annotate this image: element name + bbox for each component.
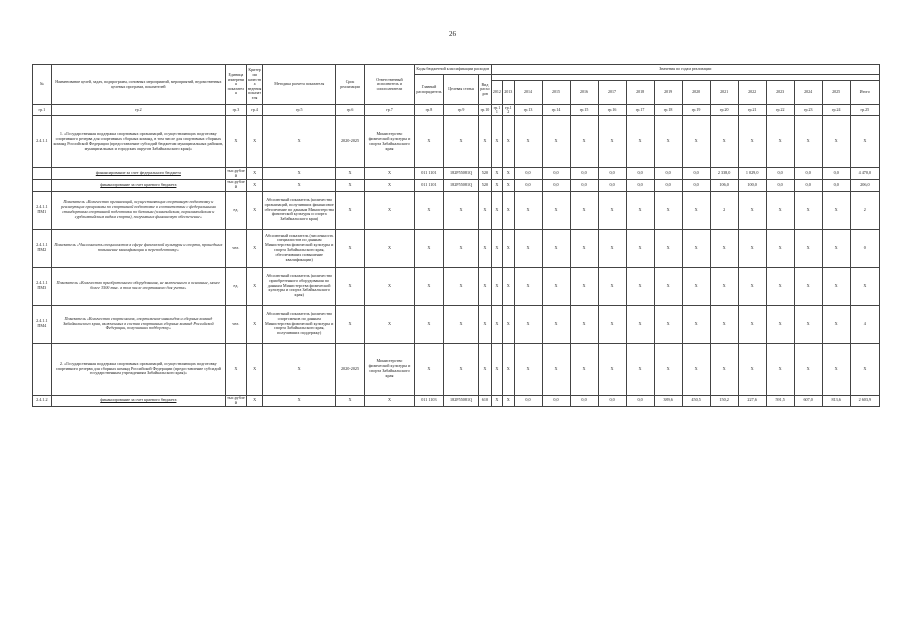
row-year-value: 0,0 [766,179,794,191]
row-year-value: Х [491,229,502,267]
row-main-manager: 011 1101 [414,168,443,180]
row-year-value: Х [710,343,738,395]
row-year-value: Х [491,116,502,168]
row-year-value: Х [738,267,766,305]
row-expense-type: Х [479,305,491,343]
table-row [33,395,880,407]
header-year-2025: 2025 [822,81,850,105]
row-year-value: Х [503,267,514,305]
row-year-value: Х [654,267,682,305]
column-number: гр.7 [365,105,415,116]
table-row [33,343,880,395]
column-number: гр.19 [682,105,710,116]
row-year-value: 607,0 [794,395,822,407]
row-year-value: 0,0 [570,179,598,191]
row-total: Х [850,116,879,168]
row-name: 2. «Государственная поддержка спортивных организаций, осуществляющих подготовку спортивного резерва для сборных команд Российской Федерации (предоставление субсидий государственным учреждениям Забайкальского края)» [51,343,225,395]
row-method: Х [263,395,336,407]
row-year-value: Х [598,343,626,395]
row-term: 2020-2025 [336,116,365,168]
row-year-value: Х [682,267,710,305]
row-number: 2.4.1.1 ПМ3 [33,267,52,305]
row-responsible: Х [365,267,415,305]
row-year-value: 0,0 [598,395,626,407]
table-row [33,191,880,229]
header-year-2024: 2024 [794,81,822,105]
row-year-value: Х [766,229,794,267]
row-name: финансирование за счет федерального бюджета [51,168,225,180]
row-year-value: Х [514,116,542,168]
row-year-value: Х [822,191,850,229]
column-number: гр.17 [626,105,654,116]
column-number: гр.20 [710,105,738,116]
row-main-manager: Х [414,305,443,343]
row-year-value: Х [491,395,502,407]
row-year-value: Х [503,168,514,180]
row-year-value: Х [626,305,654,343]
row-total: Х [850,343,879,395]
row-unit: Х [226,343,247,395]
row-name: Показатель «Количество организаций, осуществляющих спортивную подготовку и реализующих программы по спортивной подготовке в соответствии с федеральными стандартами спортивной подготовки по базовым (олимпийским, паралимпийским и сурдлимпийским видам спорта), получивших финансовую обеспечение» [51,191,225,229]
row-criteria: Х [246,179,263,191]
row-responsible: Министерство физической культуры и спорта Забайкальского края [365,116,415,168]
row-term: 2020-2025 [336,343,365,395]
row-unit: Х [226,116,247,168]
header-year-2018: 2018 [626,81,654,105]
row-method: Х [263,168,336,180]
row-total: Х [850,267,879,305]
row-year-value: Х [766,305,794,343]
row-method: Абсолютный показатель (количество приобретенного оборудования по данным Министерства физической культуры и спорта Забайкальского края) [263,267,336,305]
table-body [33,116,880,407]
row-criteria: Х [246,267,263,305]
row-term: Х [336,191,365,229]
column-number: гр.2 [51,105,225,116]
row-year-value: Х [626,116,654,168]
row-term: Х [336,168,365,180]
row-year-value: 591,5 [766,395,794,407]
row-year-value: Х [794,267,822,305]
row-name: Показатель «Численность специалистов в сфере физической культуры и спорта, прошедших повышение квалификации и переподготовку» [51,229,225,267]
row-year-value: Х [626,229,654,267]
header-responsible: Ответственный исполнитель и соисполнители [365,65,415,105]
row-year-value: Х [766,116,794,168]
row-year-value: 0,0 [626,395,654,407]
row-year-value: Х [503,343,514,395]
row-year-value: 150,2 [710,395,738,407]
row-year-value: Х [570,116,598,168]
row-year-value: Х [491,179,502,191]
program-table [32,64,880,407]
column-number: гр.12 [503,105,514,116]
row-year-value: 106,0 [710,179,738,191]
row-unit: ед. [226,191,247,229]
column-number: гр.3 [226,105,247,116]
header-year-2020: 2020 [682,81,710,105]
row-term: Х [336,179,365,191]
column-number: гр.5 [263,105,336,116]
row-year-value: 0,0 [542,168,570,180]
header-budget-sub-1: Главный распорядитель [414,75,443,105]
row-target-article: Х [443,267,478,305]
row-number [33,168,52,180]
row-total: 2 603,9 [850,395,879,407]
row-unit: тыс.рублей [227,167,245,178]
row-year-value: Х [738,343,766,395]
header-year-2017: 2017 [598,81,626,105]
row-year-value: Х [503,395,514,407]
row-year-value: 0,0 [822,179,850,191]
row-year-value: Х [491,267,502,305]
header-no: № [33,65,52,105]
row-expense-type: 520 [479,168,491,180]
document-sheet [32,64,880,407]
row-year-value: 0,0 [766,168,794,180]
row-main-manager: 011 1101 [414,179,443,191]
row-year-value: Х [503,191,514,229]
row-target-article: 182P55081Q [443,179,478,191]
row-year-value: 0,0 [626,168,654,180]
row-year-value: Х [491,168,502,180]
row-year-value: 450,5 [682,395,710,407]
row-criteria: Х [246,343,263,395]
header-budget-sub-3: Вид расходов [479,75,491,105]
row-year-value: Х [766,343,794,395]
row-target-article: Х [443,343,478,395]
row-year-value: 0,0 [570,395,598,407]
row-year-value: Х [794,191,822,229]
row-number: 2.4.1.1 ПМ1 [33,191,52,229]
row-year-value: Х [542,267,570,305]
row-year-value: 2 338,0 [710,168,738,180]
row-responsible: Х [365,168,415,180]
header-year-2014: 2014 [514,81,542,105]
row-method: Х [263,343,336,395]
row-year-value: Х [822,267,850,305]
row-year-value: Х [570,305,598,343]
header-term: Срок реализации [336,65,365,105]
row-name: Показатель «Количество приобретенного оборудования, не включенного в основные, менее более 3500 тыс. в том числе спортивного для учета» [51,267,225,305]
header-year-2016: 2016 [570,81,598,105]
row-year-value: Х [766,267,794,305]
row-responsible: Министерство физической культуры и спорта Забайкальского края [365,343,415,395]
row-number [33,343,52,395]
row-unit: чел. [226,229,247,267]
row-target-article: 182P55081Q [443,168,478,180]
row-year-value: 227,6 [738,395,766,407]
row-criteria: Х [246,305,263,343]
header-year-2015: 2015 [542,81,570,105]
row-term: Х [336,395,365,407]
row-number [33,179,52,191]
row-year-value: Х [710,267,738,305]
row-year-value: Х [766,191,794,229]
row-year-value: Х [626,343,654,395]
column-number: гр.18 [654,105,682,116]
row-year-value: Х [542,191,570,229]
row-expense-type: Х [479,229,491,267]
row-year-value: Х [626,191,654,229]
row-year-value: Х [491,305,502,343]
row-year-value: Х [570,343,598,395]
column-number: гр.15 [570,105,598,116]
row-number: 2.4.1.1 ПМ4 [33,305,52,343]
header-year-2012: 2012 [491,81,502,105]
row-year-value: Х [503,116,514,168]
row-expense-type: Х [479,116,491,168]
header-year-2019: 2019 [654,81,682,105]
row-year-value: Х [542,229,570,267]
column-number: гр.9 [443,105,478,116]
row-name: Показатель «Количество спортсменов, спортсменов-инвалидов и сборных команд Забайкальского края, включенных в состав спортивных сборных команд Российской Федерации, получивших поддержку» [51,305,225,343]
row-unit: тыс.рублей [227,179,245,190]
row-year-value: Х [542,343,570,395]
row-unit: ед. [226,267,247,305]
row-total: 4 470,0 [850,168,879,180]
row-main-manager: Х [414,229,443,267]
row-main-manager: Х [414,267,443,305]
row-total: 4 [850,305,879,343]
row-year-value: Х [514,305,542,343]
row-number: 2.4.1.1 ПМ2 [33,229,52,267]
row-year-value: Х [503,179,514,191]
row-year-value: 100,0 [738,179,766,191]
row-year-value: Х [682,116,710,168]
row-year-value: Х [682,191,710,229]
row-year-value: Х [794,116,822,168]
row-year-value: Х [682,343,710,395]
row-year-value: 0,0 [794,168,822,180]
row-year-value: Х [738,305,766,343]
row-year-value: Х [738,229,766,267]
row-method: Абсолютный показатель (количество спортсменов по данным Министерства физической культуры и спорта Забайкальского края, получивших поддержку) [263,305,336,343]
row-year-value: Х [738,191,766,229]
row-year-value: Х [822,343,850,395]
column-number: гр.21 [738,105,766,116]
row-responsible: Х [365,395,415,407]
row-year-value: Х [598,116,626,168]
row-responsible: Х [365,179,415,191]
row-criteria: Х [246,229,263,267]
row-responsible: Х [365,229,415,267]
row-year-value: Х [822,305,850,343]
row-main-manager: Х [414,191,443,229]
column-number: гр.23 [794,105,822,116]
table-row [33,116,880,168]
column-number: гр.6 [336,105,365,116]
column-number: гр.24 [822,105,850,116]
row-year-value: Х [654,305,682,343]
row-year-value: Х [822,229,850,267]
row-method: Х [263,179,336,191]
row-name: 1. «Государственная поддержка спортивных организаций, осуществляющих подготовку спортивного резерва для спортивных сборных команд, в том числе для спортивных сборных команд Российской Федерации (предоставление субсидий бюджетам муниципальных районов, муниципальных и городских округов Забайкальского края)» [51,116,225,168]
row-year-value: 0,0 [654,168,682,180]
row-year-value: Х [514,229,542,267]
column-number: гр.1 [33,105,52,116]
column-number: гр.10 [479,105,491,116]
column-number: гр.13 [514,105,542,116]
row-year-value: Х [682,229,710,267]
row-year-value: Х [654,116,682,168]
row-year-value: 0,0 [514,168,542,180]
column-number: гр.4 [246,105,263,116]
table-row [33,229,880,267]
column-number: гр.11 [491,105,502,116]
row-year-value: Х [626,267,654,305]
row-number: 2.4.1.1 [33,116,52,168]
row-year-value: Х [794,305,822,343]
header-year-2023: 2023 [766,81,794,105]
row-method: Абсолютный показатель (численность специалистов по данным Министерства физической культуры и спорта Забайкальского края, обеспечивших повышение квалификации) [263,229,336,267]
header-year-2013: 2013 [503,81,514,105]
row-year-value: Х [570,267,598,305]
row-year-value: 813,6 [822,395,850,407]
table-row [33,179,880,191]
row-year-value: Х [514,191,542,229]
row-year-value: 0,0 [794,179,822,191]
row-responsible: Х [365,191,415,229]
row-expense-type: Х [479,343,491,395]
row-year-value: Х [514,267,542,305]
row-target-article: Х [443,191,478,229]
row-year-value: Х [654,229,682,267]
row-year-value: Х [682,305,710,343]
row-year-value: Х [514,343,542,395]
row-criteria: Х [246,168,263,180]
table-row [33,168,880,180]
row-year-value: 0,0 [682,168,710,180]
header-total: Итого [850,81,879,105]
row-term: Х [336,305,365,343]
header-years-title: Значения по годам реализации [491,65,879,75]
row-number: 2.4.1.2 [33,395,52,407]
row-year-value: Х [598,305,626,343]
row-year-value: Х [710,305,738,343]
row-criteria: Х [246,191,263,229]
table-row [33,267,880,305]
row-year-value: Х [598,229,626,267]
row-name: финансирование за счет краевого бюджета [51,179,225,191]
row-main-manager: Х [414,343,443,395]
row-year-value: 0,0 [598,168,626,180]
header-criteria: Критерии качества ведения показателя [246,65,263,105]
row-year-value: Х [710,116,738,168]
row-method: Х [263,116,336,168]
header-unit: Единица измерения показателя [226,65,247,105]
row-total: 2 [850,191,879,229]
row-expense-type: Х [479,191,491,229]
page-number: 26 [449,30,456,38]
row-year-value: Х [822,116,850,168]
header-name: Наименование целей, задач, подпрограмм, основных мероприятий, мероприятий, ведомственных целевых программ, показателей [51,65,225,105]
row-year-value: Х [503,229,514,267]
row-name: финансирование за счет краевого бюджета [51,395,225,407]
row-year-value: 2 [710,191,738,229]
row-year-value: Х [794,343,822,395]
header-budget-sub-2: Целевая статья [443,75,478,105]
row-term: Х [336,229,365,267]
row-expense-type: 520 [479,179,491,191]
row-year-value: 1 029,0 [738,168,766,180]
row-year-value: 0,0 [514,395,542,407]
row-year-value: 0,0 [654,179,682,191]
row-year-value: Х [542,116,570,168]
row-year-value: Х [570,191,598,229]
row-year-value: Х [598,267,626,305]
row-year-value: Х [794,229,822,267]
row-year-value: 0,0 [682,179,710,191]
row-target-article: Х [443,229,478,267]
row-expense-type: Х [479,267,491,305]
row-year-value: 0,0 [542,179,570,191]
row-target-article: Х [443,116,478,168]
row-year-value: Х [598,191,626,229]
row-year-value: 0,0 [570,168,598,180]
row-target-article: 182P55081Q [443,395,478,407]
row-total: 0 [850,229,879,267]
row-main-manager: 011 1103 [414,395,443,407]
column-number: гр.14 [542,105,570,116]
row-year-value: 0,0 [822,168,850,180]
row-year-value: 0,0 [626,179,654,191]
column-number: гр.22 [766,105,794,116]
header-budget-codes: Коды бюджетной классификации расходов [414,65,491,75]
row-year-value: Х [710,229,738,267]
table-row [33,305,880,343]
row-target-article: Х [443,305,478,343]
column-number: гр.16 [598,105,626,116]
row-criteria: Х [246,395,263,407]
row-year-value: Х [738,116,766,168]
row-year-value: Х [654,343,682,395]
row-year-value: Х [570,229,598,267]
row-main-manager: Х [414,116,443,168]
row-year-value: Х [654,191,682,229]
row-year-value: 389,6 [654,395,682,407]
row-total: 206,0 [850,179,879,191]
row-unit: чел. [226,305,247,343]
header-year-2022: 2022 [738,81,766,105]
column-number-row [33,105,880,116]
row-year-value: Х [503,305,514,343]
row-year-value: Х [491,343,502,395]
header-method: Методика расчета показателя [263,65,336,105]
row-year-value: Х [542,305,570,343]
row-year-value: Х [491,191,502,229]
row-term: Х [336,267,365,305]
row-year-value: 0,0 [514,179,542,191]
column-number: гр.25 [850,105,879,116]
column-number: гр.8 [414,105,443,116]
row-expense-type: 610 [479,395,491,407]
row-responsible: Х [365,305,415,343]
row-criteria: Х [246,116,263,168]
row-year-value: 0,0 [598,179,626,191]
row-year-value: 0,0 [542,395,570,407]
header-year-2021: 2021 [710,81,738,105]
row-unit: тыс.рублей [227,395,245,405]
row-method: Абсолютный показатель (количество организаций, получивших финансовое обеспечение по данным Министерства физической культуры и спорта Забайкальского края) [263,191,336,229]
